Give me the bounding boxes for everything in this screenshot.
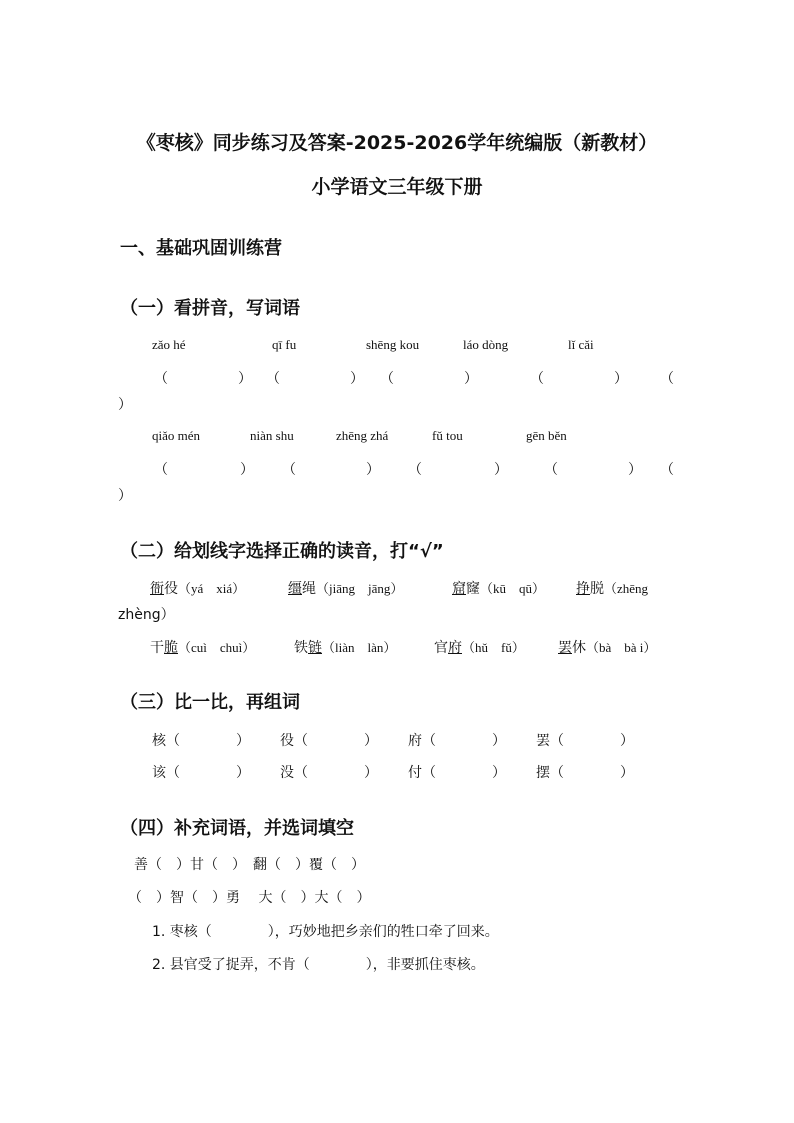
open-paren: （ bbox=[660, 371, 674, 387]
close-paren: ） bbox=[240, 462, 254, 478]
section2-heading: （二）给划线字选择正确的读音，打“√” bbox=[120, 541, 444, 562]
doc-title-line2: 小学语文三年级下册 bbox=[311, 176, 483, 198]
pinyin: gēn běn bbox=[526, 428, 567, 443]
section1-heading: （一）看拼音，写词语 bbox=[120, 298, 300, 319]
idiom-line-1: 善（ ）甘（ ） 翻（ ）覆（ ） bbox=[134, 857, 365, 873]
reading-options: （cuì chuì） bbox=[178, 640, 256, 655]
close-paren: ） bbox=[238, 371, 252, 387]
compare-item: 府（ ） bbox=[408, 733, 506, 749]
fill-question-1: 1. 枣核（ ），巧妙地把乡亲们的牲口牵了回来。 bbox=[152, 924, 499, 940]
open-paren: （ bbox=[530, 371, 544, 387]
reading-options: （bà bà i） bbox=[586, 640, 657, 655]
pinyin: shēng kou bbox=[366, 337, 420, 352]
close-paren: ） bbox=[118, 488, 132, 504]
reading-item-1: 衙役（yá xiá） bbox=[150, 581, 246, 597]
reading-options: （zhēng bbox=[604, 581, 649, 596]
fill-question-2: 2. 县官受了捉弄，不肯（ ），非要抓住枣核。 bbox=[152, 957, 485, 973]
reading-options-wrap: zhèng） bbox=[118, 607, 175, 623]
open-paren: （ bbox=[154, 462, 168, 478]
underlined-char: 罢 bbox=[558, 640, 572, 656]
pinyin: zǎo hé bbox=[152, 337, 186, 352]
underlined-char: 府 bbox=[448, 640, 462, 656]
compare-item: 核（ ） bbox=[152, 733, 250, 749]
open-paren: （ bbox=[380, 371, 394, 387]
pinyin: láo dòng bbox=[463, 337, 509, 352]
reading-item-7: 官府（hǔ fǔ） bbox=[434, 640, 525, 656]
pinyin: fǔ tou bbox=[432, 428, 463, 443]
close-paren: ） bbox=[628, 462, 642, 478]
pinyin: niàn shu bbox=[250, 428, 294, 443]
reading-options: （yá xiá） bbox=[178, 581, 246, 596]
idiom-line-2: （ ）智（ ）勇 大（ ）大（ ） bbox=[128, 890, 371, 906]
close-paren: ） bbox=[350, 371, 364, 387]
close-paren: ） bbox=[464, 371, 478, 387]
close-paren: ） bbox=[494, 462, 508, 478]
pinyin: zhēng zhá bbox=[336, 428, 389, 443]
close-paren: ） bbox=[118, 397, 132, 413]
pinyin: lǐ cǎi bbox=[568, 337, 594, 352]
open-paren: （ bbox=[154, 371, 168, 387]
reading-options: （jiāng jāng） bbox=[316, 581, 404, 596]
reading-item-4: 挣脱（zhēng bbox=[576, 581, 649, 597]
underlined-char: 挣 bbox=[576, 581, 590, 597]
underlined-char: 衙 bbox=[150, 581, 164, 597]
underlined-char: 窟 bbox=[452, 581, 466, 597]
compare-item: 罢（ ） bbox=[536, 733, 634, 749]
reading-item-6: 铁链（liàn làn） bbox=[294, 640, 397, 656]
open-paren: （ bbox=[544, 462, 558, 478]
underlined-char: 脆 bbox=[164, 640, 178, 656]
open-paren: （ bbox=[282, 462, 296, 478]
open-paren: （ bbox=[266, 371, 280, 387]
reading-item-8: 罢休（bà bà i） bbox=[558, 640, 657, 656]
underlined-char: 链 bbox=[308, 640, 322, 656]
reading-options: （liàn làn） bbox=[322, 640, 397, 655]
close-paren: ） bbox=[614, 371, 628, 387]
doc-title-line1: 《枣核》同步练习及答案-2025-2026学年统编版（新教材） bbox=[136, 132, 658, 154]
pinyin: qī fu bbox=[272, 337, 297, 352]
compare-item: 该（ ） bbox=[152, 765, 250, 781]
underlined-char: 缰 bbox=[288, 581, 302, 597]
close-paren: ） bbox=[366, 462, 380, 478]
reading-item-3: 窟窿（kū qū） bbox=[452, 581, 546, 597]
compare-item: 没（ ） bbox=[280, 765, 378, 781]
reading-item-2: 缰绳（jiāng jāng） bbox=[288, 581, 404, 597]
reading-options: （hǔ fǔ） bbox=[462, 640, 525, 655]
compare-item: 付（ ） bbox=[408, 765, 506, 781]
compare-item: 役（ ） bbox=[280, 733, 378, 749]
open-paren: （ bbox=[660, 462, 674, 478]
open-paren: （ bbox=[408, 462, 422, 478]
section3-heading: （三）比一比，再组词 bbox=[120, 692, 300, 713]
reading-options: （kū qū） bbox=[480, 581, 546, 596]
reading-item-5: 干脆（cuì chuì） bbox=[150, 640, 256, 656]
part1-heading: 一、基础巩固训练营 bbox=[120, 238, 282, 259]
section4-heading: （四）补充词语，并选词填空 bbox=[120, 818, 354, 839]
pinyin: qiǎo mén bbox=[152, 428, 201, 443]
compare-item: 摆（ ） bbox=[536, 765, 634, 781]
